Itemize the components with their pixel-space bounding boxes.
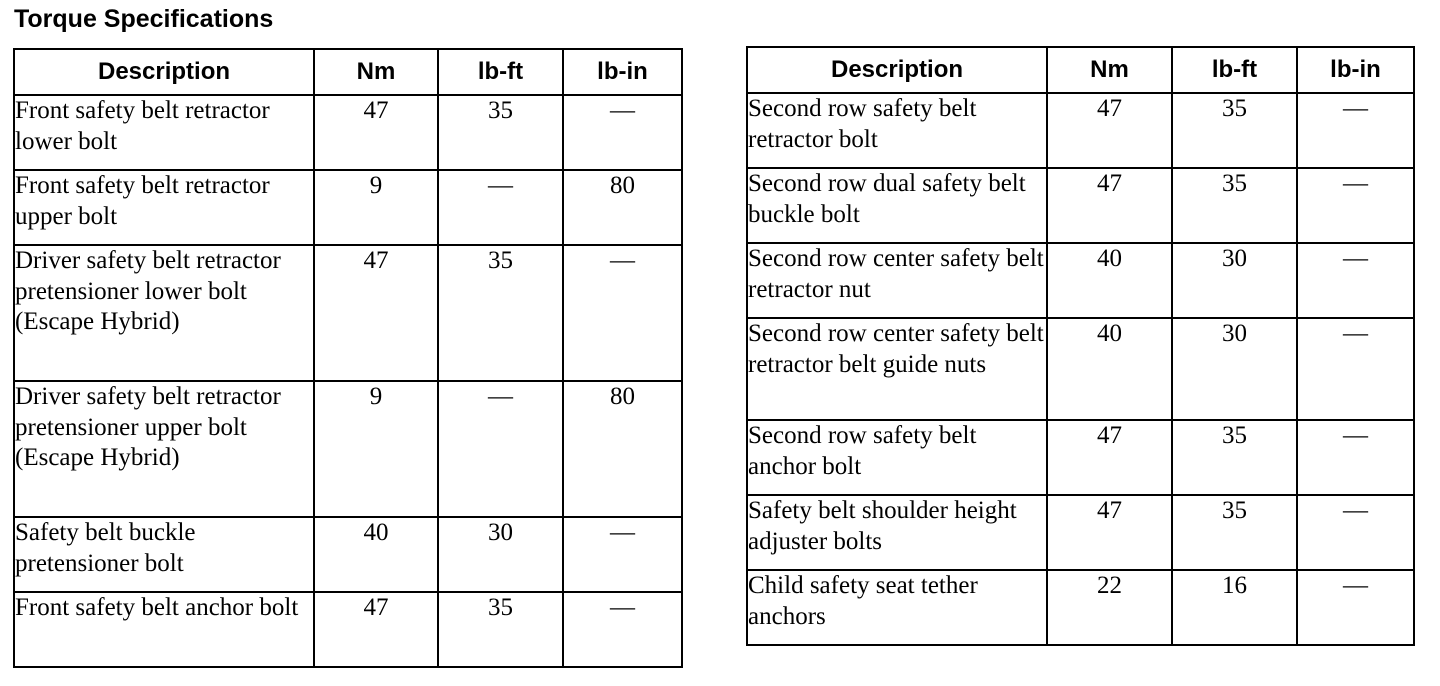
table-row <box>747 318 1414 420</box>
cell-description: Second row center safety belt retractor belt guide nuts <box>747 318 1047 420</box>
cell-nm: 47 <box>1047 495 1172 570</box>
table-row <box>747 420 1414 495</box>
torque-table-right <box>746 46 1415 646</box>
cell-lb-ft: 30 <box>1172 318 1297 420</box>
cell-lb-ft: 35 <box>438 245 563 381</box>
cell-nm: 47 <box>314 592 438 667</box>
cell-lb-in: — <box>1297 495 1414 570</box>
table-row <box>14 592 682 667</box>
table-row <box>747 570 1414 645</box>
cell-lb-ft: 35 <box>1172 420 1297 495</box>
table-row <box>14 245 682 381</box>
cell-description: Second row center safety belt retractor nut <box>747 243 1047 318</box>
table-header-row <box>14 49 682 95</box>
cell-description: Driver safety belt retractor pretensioner lower bolt (Escape Hybrid) <box>14 245 314 381</box>
cell-lb-in: — <box>1297 570 1414 645</box>
cell-description: Second row dual safety belt buckle bolt <box>747 168 1047 243</box>
cell-description: Front safety belt retractor lower bolt <box>14 95 314 170</box>
cell-description: Second row safety belt retractor bolt <box>747 93 1047 168</box>
cell-description: Front safety belt retractor upper bolt <box>14 170 314 245</box>
cell-lb-ft: 35 <box>438 95 563 170</box>
cell-nm: 47 <box>314 95 438 170</box>
cell-lb-in: — <box>1297 93 1414 168</box>
header-lb-ft: lb-ft <box>438 49 563 95</box>
cell-lb-in: — <box>563 95 682 170</box>
cell-lb-in: — <box>563 517 682 592</box>
table-row <box>14 517 682 592</box>
page-title: Torque Specifications <box>14 5 274 33</box>
table-row <box>14 95 682 170</box>
cell-nm: 47 <box>1047 93 1172 168</box>
cell-nm: 47 <box>1047 420 1172 495</box>
torque-table-left <box>13 48 683 668</box>
cell-lb-in: — <box>1297 243 1414 318</box>
cell-nm: 9 <box>314 381 438 517</box>
cell-lb-ft: 16 <box>1172 570 1297 645</box>
cell-nm: 9 <box>314 170 438 245</box>
cell-lb-ft: — <box>438 381 563 517</box>
cell-description: Safety belt shoulder height adjuster bolts <box>747 495 1047 570</box>
header-lb-ft: lb-ft <box>1172 47 1297 93</box>
cell-lb-ft: 35 <box>438 592 563 667</box>
cell-lb-ft: 35 <box>1172 168 1297 243</box>
table-row <box>747 495 1414 570</box>
cell-lb-in: — <box>1297 318 1414 420</box>
table-header-row <box>747 47 1414 93</box>
cell-description: Second row safety belt anchor bolt <box>747 420 1047 495</box>
header-description: Description <box>14 49 314 95</box>
cell-description: Safety belt buckle pretensioner bolt <box>14 517 314 592</box>
header-lb-in: lb-in <box>563 49 682 95</box>
cell-lb-ft: 30 <box>1172 243 1297 318</box>
cell-description: Front safety belt anchor bolt <box>14 592 314 667</box>
table-row <box>747 93 1414 168</box>
cell-lb-ft: 30 <box>438 517 563 592</box>
cell-description: Child safety seat tether anchors <box>747 570 1047 645</box>
cell-nm: 47 <box>314 245 438 381</box>
table-row <box>14 170 682 245</box>
cell-lb-in: 80 <box>563 381 682 517</box>
cell-lb-ft: — <box>438 170 563 245</box>
table-row <box>747 243 1414 318</box>
table-row <box>747 168 1414 243</box>
cell-lb-in: — <box>563 245 682 381</box>
cell-nm: 40 <box>1047 318 1172 420</box>
header-nm: Nm <box>314 49 438 95</box>
cell-nm: 22 <box>1047 570 1172 645</box>
cell-lb-ft: 35 <box>1172 93 1297 168</box>
table-row <box>14 381 682 517</box>
cell-lb-ft: 35 <box>1172 495 1297 570</box>
cell-nm: 47 <box>1047 168 1172 243</box>
header-lb-in: lb-in <box>1297 47 1414 93</box>
cell-nm: 40 <box>314 517 438 592</box>
header-nm: Nm <box>1047 47 1172 93</box>
cell-lb-in: — <box>1297 168 1414 243</box>
cell-description: Driver safety belt retractor pretensioner upper bolt (Escape Hybrid) <box>14 381 314 517</box>
cell-nm: 40 <box>1047 243 1172 318</box>
cell-lb-in: 80 <box>563 170 682 245</box>
cell-lb-in: — <box>1297 420 1414 495</box>
header-description: Description <box>747 47 1047 93</box>
cell-lb-in: — <box>563 592 682 667</box>
